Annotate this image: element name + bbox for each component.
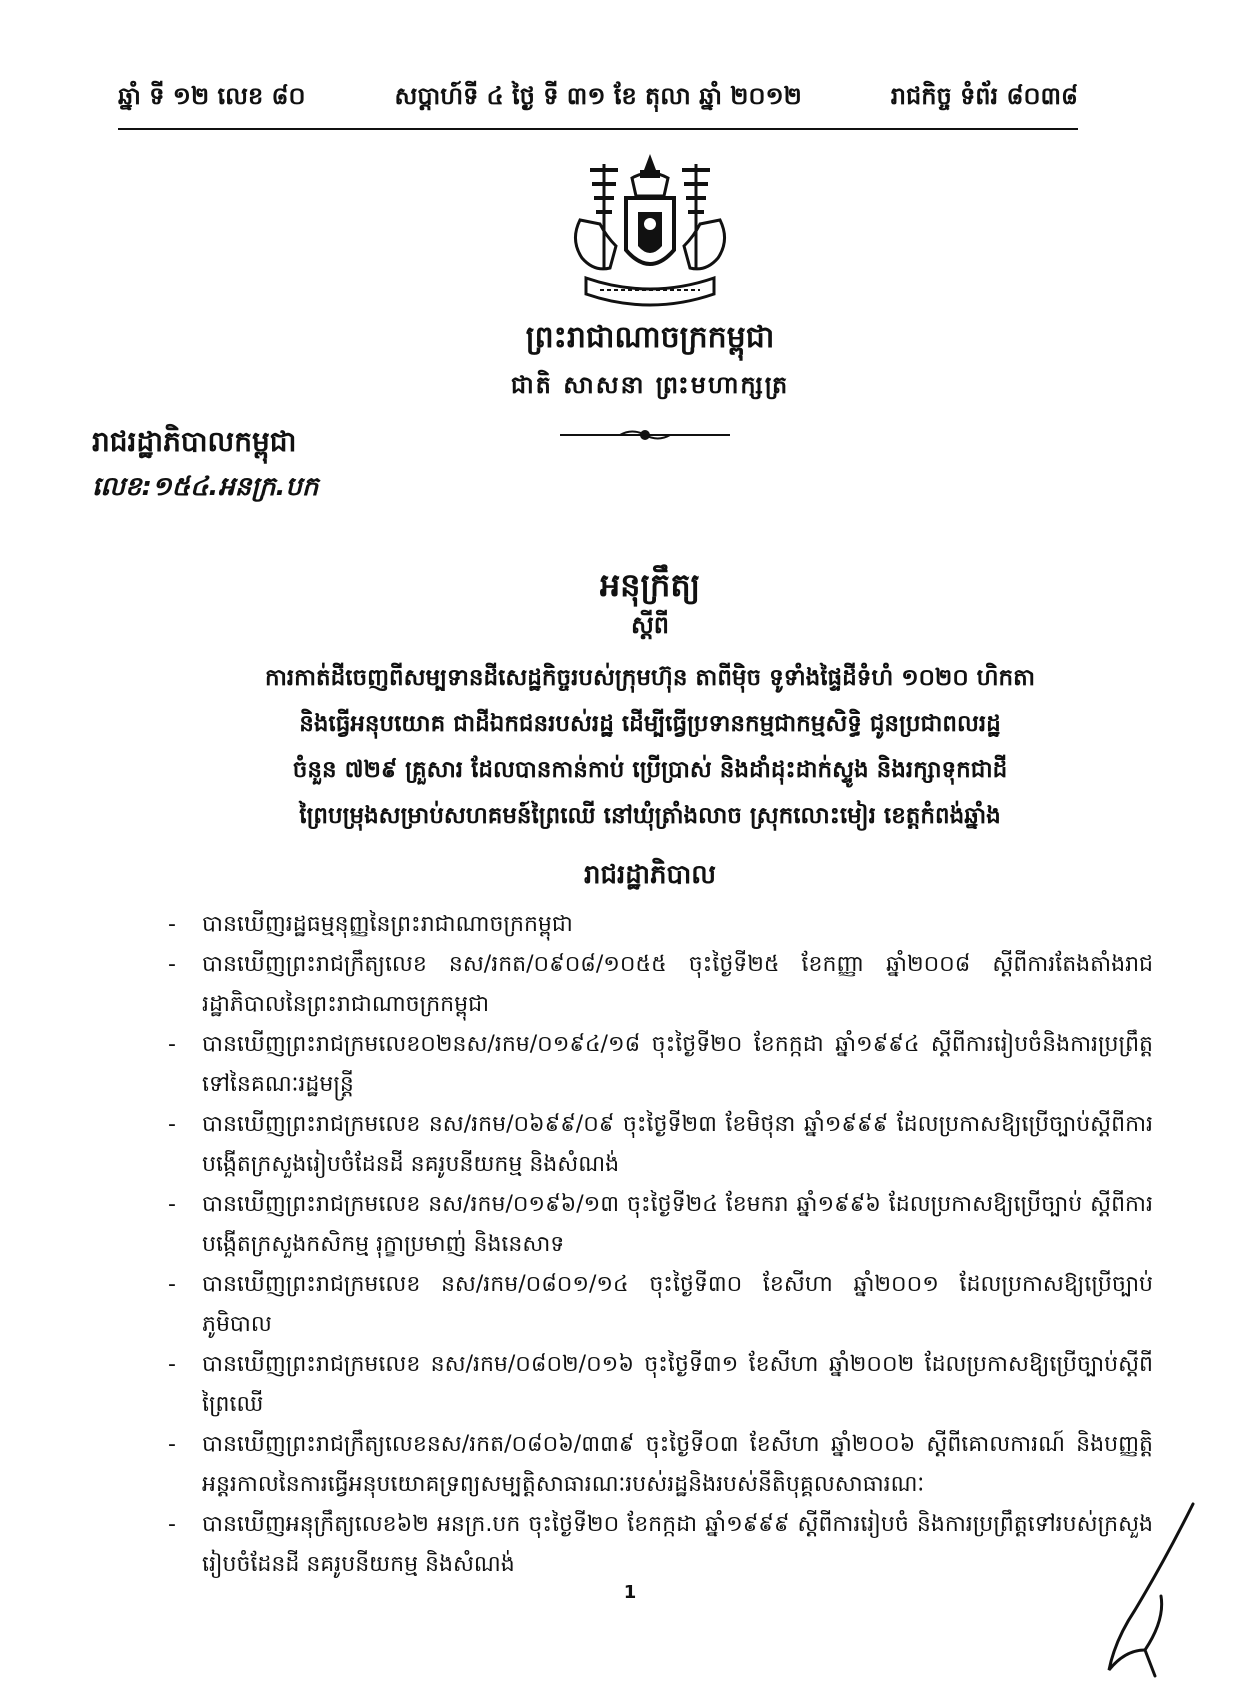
- consideration-text: បានឃើញព្រះរាជក្រមលេខ០២នស/រកម/០១៩៤/១៨ ចុះថ្ងៃទី២០ ខែកក្កដា ឆ្នាំ១៩៩៤ ស្តីពីការរៀបចំនិងការប្រព្រឹត្តទៅនៃគណៈរដ្ឋមន្ត្រី: [202, 1032, 1153, 1097]
- consideration-text: បានឃើញព្រះរាជក្រមលេខ នស/រកម/០៨០១/១៤ ចុះថ្ងៃទី៣០ ខែសីហា ឆ្នាំ២០០១ ដែលប្រកាសឱ្យប្រើច្បាប់ភូមិបាល: [202, 1272, 1153, 1337]
- issuing-authority: រាជរដ្ឋាភិបាលកម្ពុជា: [92, 425, 297, 458]
- list-item: [168, 1265, 1153, 1345]
- subject-line: ព្រៃបម្រុងសម្រាប់សហគមន៍ព្រៃឈើ នៅឃុំត្រាំងលាច ស្រុកលោះមៀរ ខេត្តកំពង់ឆ្នាំង: [299, 803, 1001, 829]
- header-rule: [118, 128, 1078, 130]
- bullet-dash: -: [168, 1192, 176, 1217]
- list-item: [168, 1345, 1153, 1425]
- document-type: អនុក្រឹត្យ: [599, 566, 701, 604]
- gazette-page-ref: រាជកិច្ច ទំព័រ ៨០៣៨: [890, 81, 1078, 110]
- list-item: [168, 1185, 1153, 1265]
- considerations-list: [168, 905, 1153, 1585]
- bullet-dash: -: [168, 912, 176, 937]
- bullet-dash: -: [168, 1432, 176, 1457]
- bullet-dash: -: [168, 952, 176, 977]
- bullet-dash: -: [168, 1032, 176, 1057]
- consideration-text: បានឃើញព្រះរាជក្រឹត្យលេខនស/រកត/០៨០៦/៣៣៩ ចុះថ្ងៃទី០៣ ខែសីហា ឆ្នាំ២០០៦ ស្តីពីគោលការណ៍ និងបញ្ញត្តិអន្តរកាលនៃការធ្វើអនុបយោគទ្រព្យសម្បត្តិសាធារណៈរបស់រដ្ឋនិងរបស់នីតិបុគ្គលសាធារណៈ: [202, 1432, 1153, 1497]
- bullet-dash: -: [168, 1512, 176, 1537]
- consideration-text: បានឃើញព្រះរាជក្រមលេខ នស/រកម/០៨០២/០១៦ ចុះថ្ងៃទី៣១ ខែសីហា ឆ្នាំ២០០២ ដែលប្រកាសឱ្យប្រើច្បាប់ស្តីពីព្រៃឈើ: [202, 1352, 1153, 1417]
- ornament-divider-icon: [560, 428, 730, 442]
- consideration-text: បានឃើញព្រះរាជក្រឹត្យលេខ នស/រកត/០៩០៨/១០៥៥ ចុះថ្ងៃទី២៥ ខែកញ្ញា ឆ្នាំ២០០៨ ស្តីពីការតែងតាំងរាជរដ្ឋាភិបាលនៃព្រះរាជាណាចក្រកម្ពុជា: [202, 952, 1153, 1017]
- page-number: 1: [623, 1582, 637, 1603]
- subject-line: ការកាត់ដីចេញពីសម្បទានដីសេដ្ឋកិច្ចរបស់ក្រុមហ៊ុន តាពីម៉ិច ទូទាំងផ្ទៃដីទំហំ ១០២០ ហិកតា: [264, 665, 1036, 691]
- about-label: ស្តីពី: [630, 611, 670, 639]
- government-heading: រាជរដ្ឋាភិបាល: [583, 860, 717, 890]
- consideration-text: បានឃើញព្រះរាជក្រមលេខ នស/រកម/០៦៩៩/០៩ ចុះថ្ងៃទី២៣ ខែមិថុនា ឆ្នាំ១៩៩៩ ដែលប្រកាសឱ្យប្រើច្បាប់ស្តីពីការបង្កើតក្រសួងរៀបចំដែនដី នគរូបនីយកម្ម និងសំណង់: [202, 1112, 1153, 1177]
- list-item: [168, 1425, 1153, 1505]
- list-item: [168, 1025, 1153, 1105]
- reference-number: លេខ:១៥៤.អនក្រ.បក: [92, 472, 319, 502]
- subject-line: ចំនួន ៧២៩ គ្រួសារ ដែលបានកាន់កាប់ ប្រើប្រាស់ និងដាំដុះដាក់ស្ទូង និងរក្សាទុកជាដី: [292, 757, 1008, 783]
- consideration-text: បានឃើញរដ្ឋធម្មនុញ្ញនៃព្រះរាជាណាចក្រកម្ពុជា: [202, 912, 573, 937]
- gazette-header: [118, 78, 1078, 118]
- consideration-text: បានឃើញព្រះរាជក្រមលេខ នស/រកម/០១៩៦/១៣ ចុះថ្ងៃទី២៤ ខែមករា ឆ្នាំ១៩៩៦ ដែលប្រកាសឱ្យប្រើច្បាប់ ស្តីពីការបង្កើតក្រសួងកសិកម្ម រុក្ខាប្រមាញ់ និងនេសាទ: [202, 1192, 1153, 1257]
- list-item: [168, 1105, 1153, 1185]
- list-item: [168, 905, 1153, 945]
- subject-line: និងធ្វើអនុបយោគ ជាដីឯកជនរបស់រដ្ឋ ដើម្បីធ្វើប្រទានកម្មជាកម្មសិទ្ធិ ជូនប្រជាពលរដ្ឋ: [299, 711, 1001, 737]
- list-item: [168, 1505, 1153, 1585]
- kingdom-name: ព្រះរាជាណាចក្រកម្ពុជា: [525, 320, 775, 355]
- consideration-text: បានឃើញអនុក្រឹត្យលេខ៦២ អនក្រ.បក ចុះថ្ងៃទី២០ ខែកក្កដា ឆ្នាំ១៩៩៩ ស្តីពីការរៀបចំ និងការប្រព្រឹត្តទៅរបស់ក្រសួងរៀបចំដែនដី នគរូបនីយកម្ម និងសំណង់: [202, 1512, 1153, 1577]
- royal-coat-of-arms-icon: [560, 150, 740, 320]
- national-motto: ជាតិ សាសនា ព្រះមហាក្សត្រ: [510, 370, 790, 399]
- bullet-dash: -: [168, 1352, 176, 1377]
- list-item: [168, 945, 1153, 1025]
- handwritten-initial-icon: [1095, 1500, 1205, 1680]
- gazette-year-issue: ឆ្នាំ ទី ១២ លេខ ៨០: [118, 81, 306, 110]
- bullet-dash: -: [168, 1272, 176, 1297]
- document-subject: [160, 655, 1140, 839]
- gazette-date: សប្តាហ៍ទី ៤ ថ្ងៃ ទី ៣១ ខែ តុលា ឆ្នាំ ២០១២: [394, 81, 802, 110]
- bullet-dash: -: [168, 1112, 176, 1137]
